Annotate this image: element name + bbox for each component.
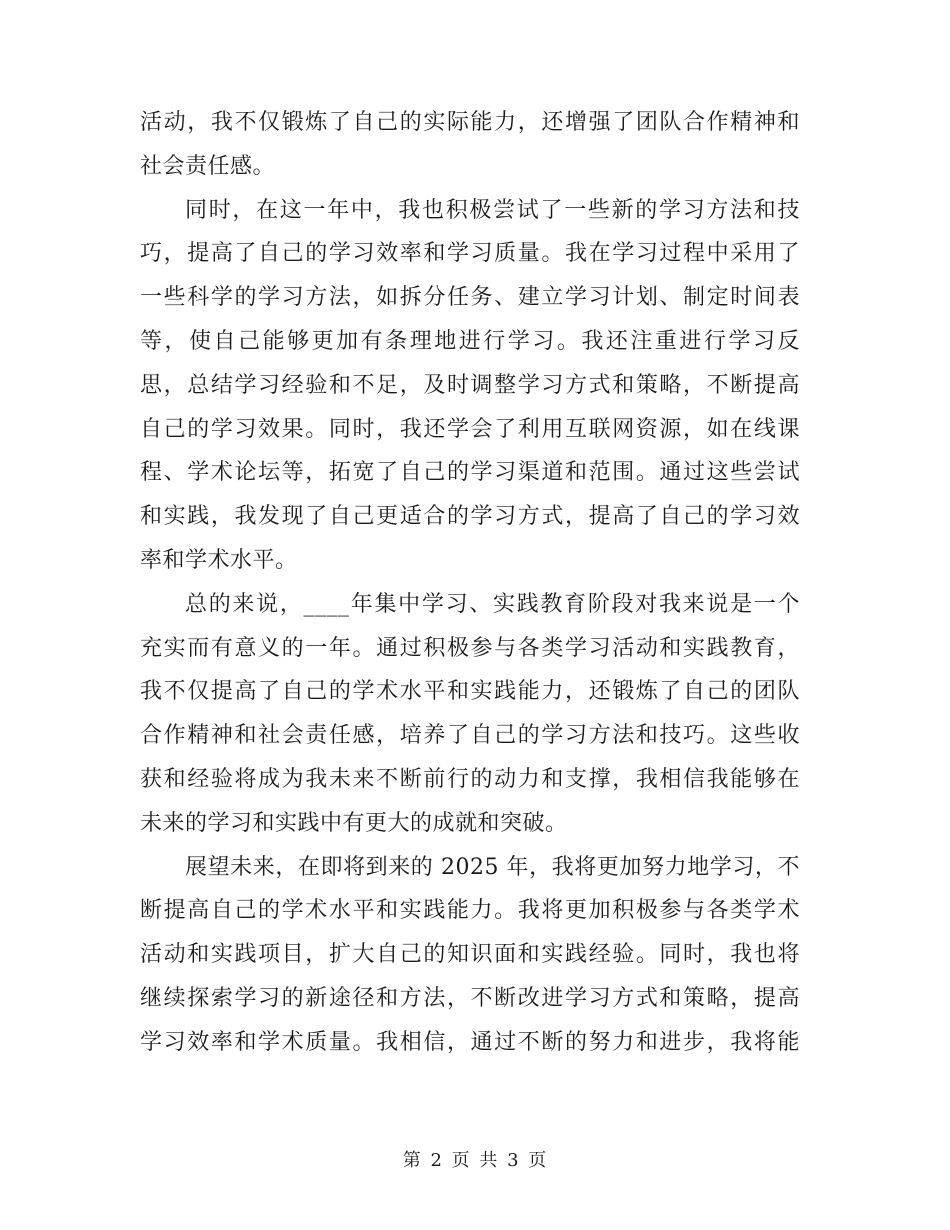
text-line: 等，使自己能够更加有条理地进行学习。我还注重进行学习反: [140, 328, 800, 354]
text-line: 继续探索学习的新途径和方法，不断改进学习方式和策略，提高: [140, 985, 800, 1011]
text-line: 率和学术水平。: [140, 547, 298, 573]
text-line: 巧，提高了自己的学习效率和学习质量。我在学习过程中采用了: [140, 241, 800, 267]
paragraph-start-line: 同时，在这一年中，我也积极尝试了一些新的学习方法和技: [185, 197, 800, 223]
page-number-footer: 第 2 页 共 3 页: [402, 1150, 548, 1171]
text-line: 断提高自己的学术水平和实践能力。我将更加积极参与各类学术: [140, 898, 800, 924]
text-line: 我不仅提高了自己的学术水平和实践能力，还锻炼了自己的团队: [140, 679, 800, 705]
paragraph-start-line: 展望未来，在即将到来的 2025 年，我将更加努力地学习，不: [185, 854, 800, 880]
text-line: 思，总结学习经验和不足，及时调整学习方式和策略，不断提高: [140, 372, 800, 398]
text-line: 未来的学习和实践中有更大的成就和突破。: [140, 810, 568, 836]
text-line: 自己的学习效果。同时，我还学会了利用互联网资源，如在线课: [140, 416, 800, 442]
text-line: 程、学术论坛等，拓宽了自己的学习渠道和范围。通过这些尝试: [140, 460, 800, 486]
text-line: 学习效率和学术质量。我相信，通过不断的努力和进步，我将能: [140, 1029, 800, 1055]
text-line: 社会责任感。: [140, 153, 276, 179]
paragraph-start-line: 总的来说，____年集中学习、实践教育阶段对我来说是一个: [185, 591, 800, 617]
text-line: 活动和实践项目，扩大自己的知识面和实践经验。同时，我也将: [140, 942, 800, 968]
body-text: [140, 101, 800, 1065]
text-line: 充实而有意义的一年。通过积极参与各类学习活动和实践教育，: [140, 635, 800, 661]
text-line: 获和经验将成为我未来不断前行的动力和支撑，我相信我能够在: [140, 766, 800, 792]
text-line: 一些科学的学习方法，如拆分任务、建立学习计划、制定时间表: [140, 285, 800, 311]
text-line: 和实践，我发现了自己更适合的学习方式，提高了自己的学习效: [140, 504, 800, 530]
text-line: 合作精神和社会责任感，培养了自己的学习方法和技巧。这些收: [140, 723, 800, 749]
text-line: 活动，我不仅锻炼了自己的实际能力，还增强了团队合作精神和: [140, 110, 800, 135]
